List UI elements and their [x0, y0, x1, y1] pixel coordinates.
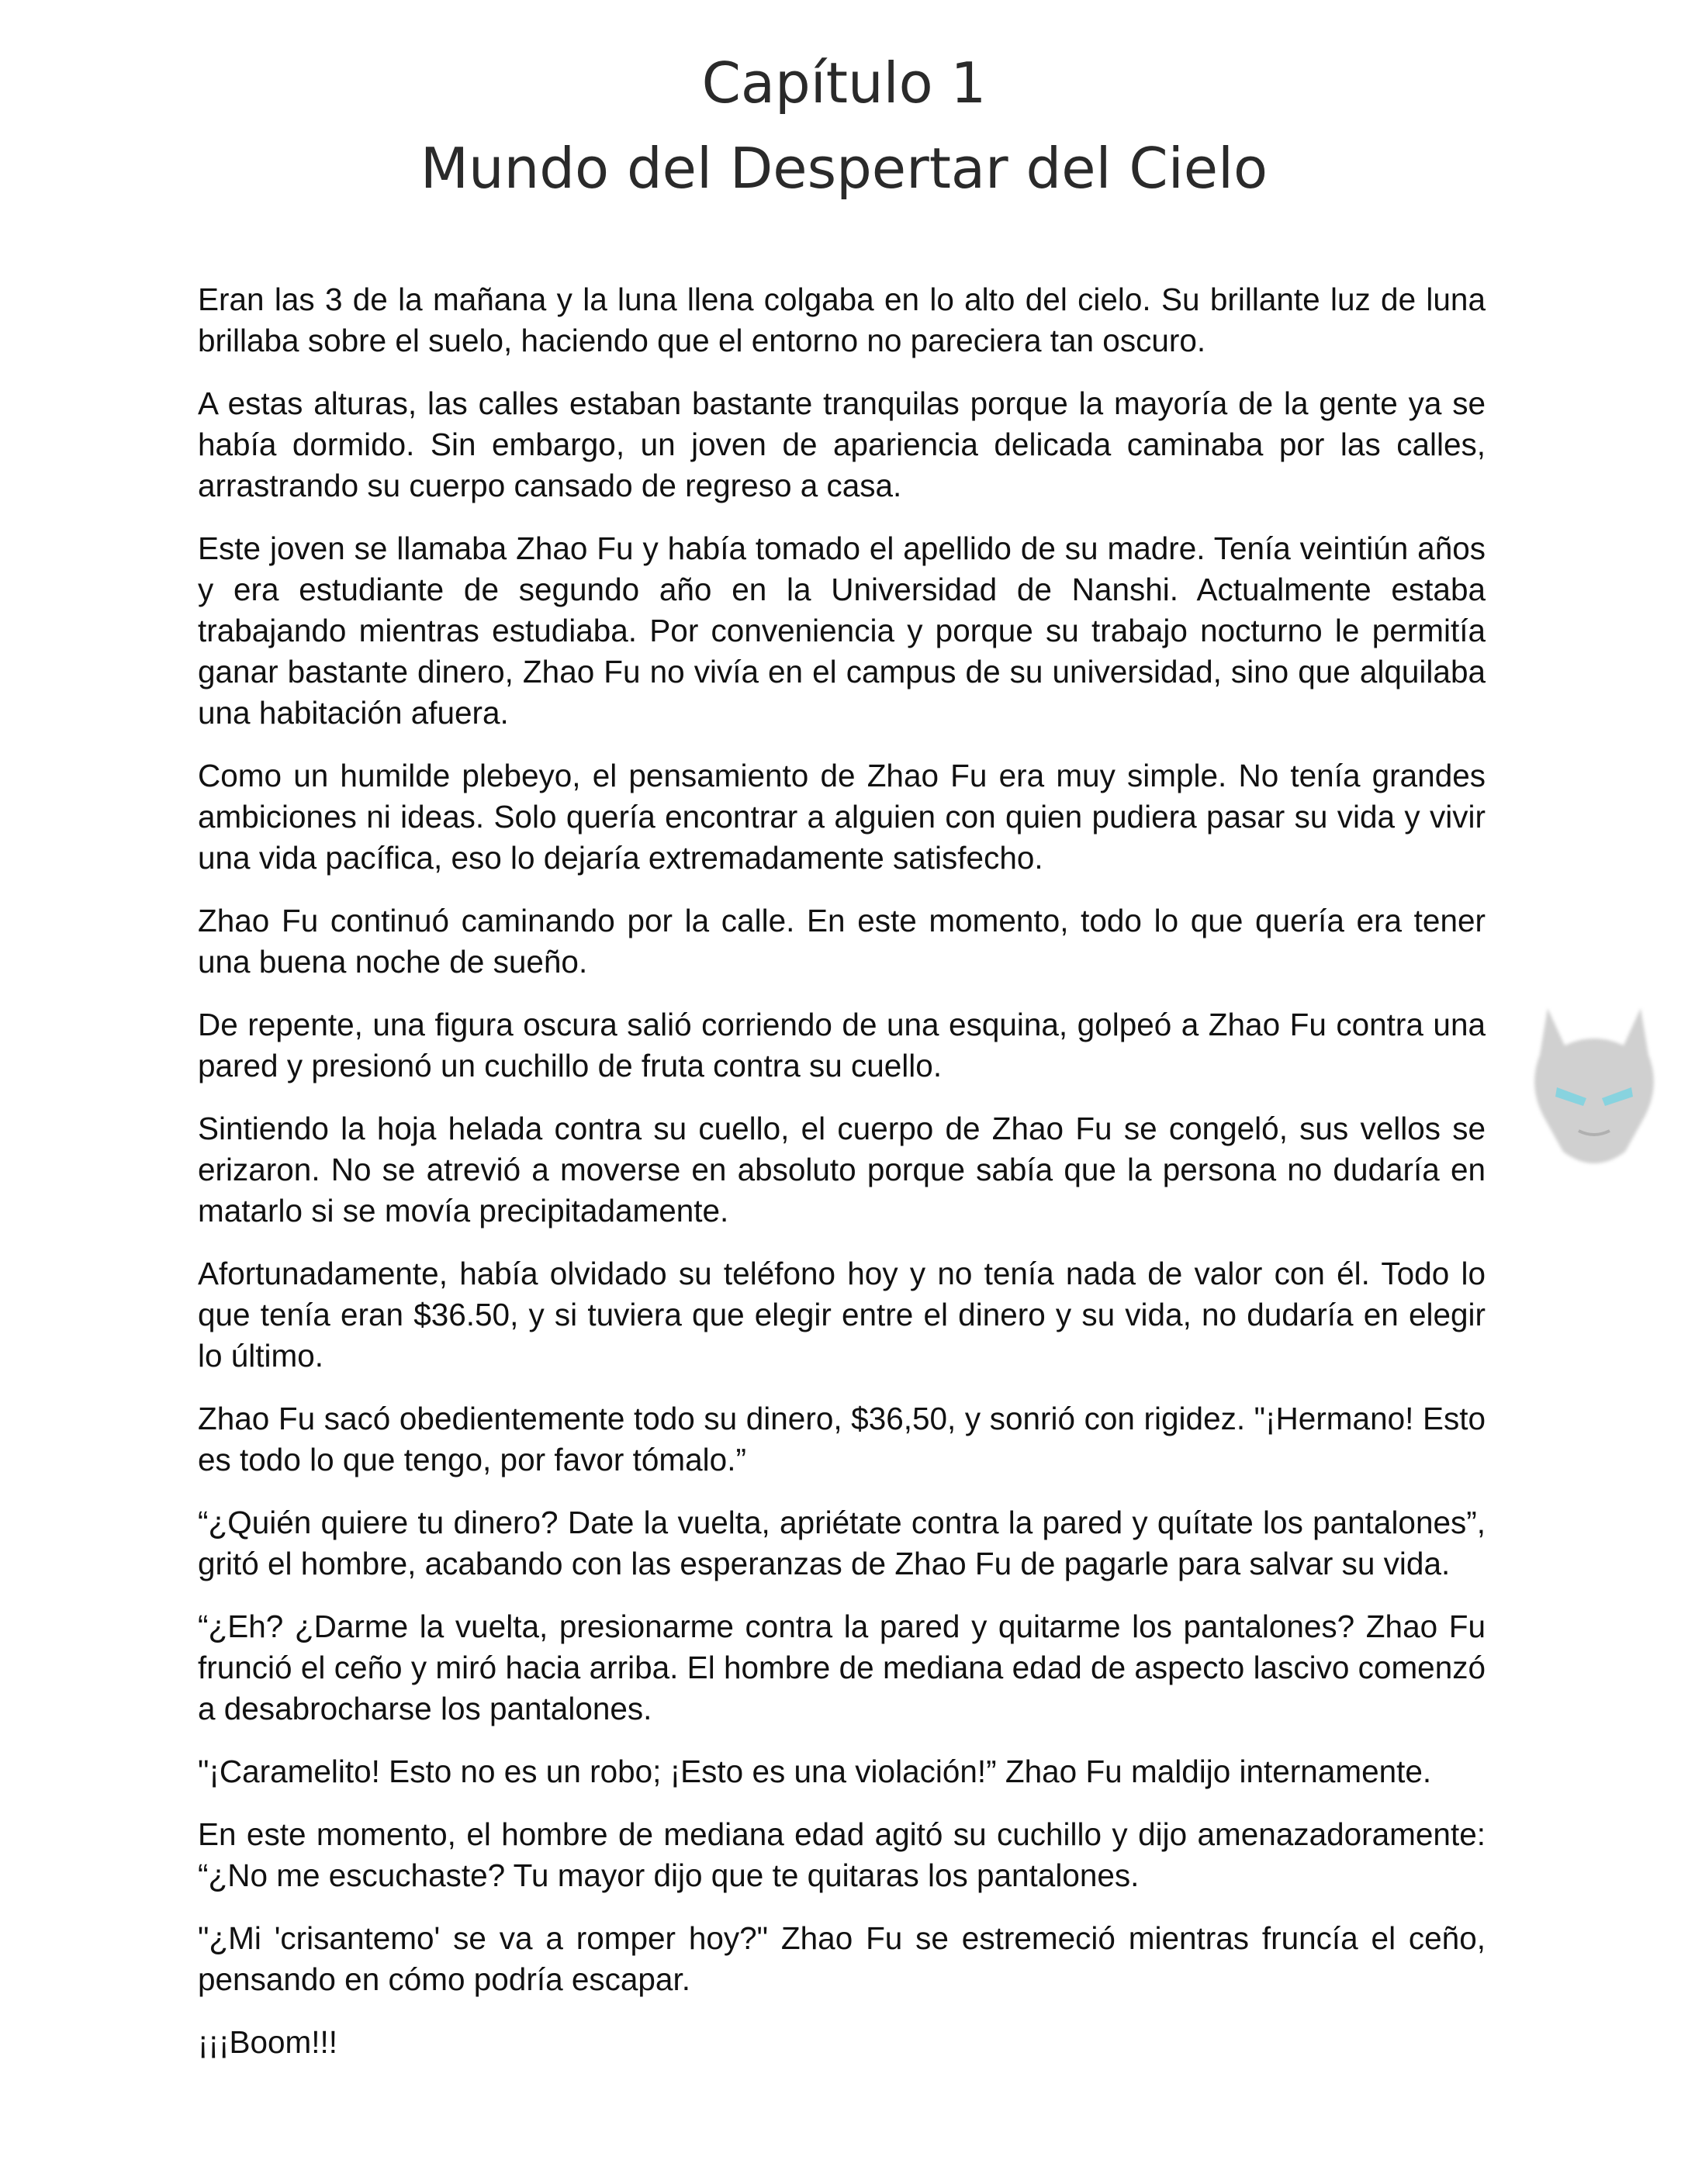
paragraph: Eran las 3 de la mañana y la luna llena colgaba en lo alto del cielo. Su brillante luz de luna brillaba sobre el suelo, haciendo que el entorno no pareciera tan oscuro.	[198, 282, 1486, 358]
paragraph: "¿Mi 'crisantemo' se va a romper hoy?" Zhao Fu se estremeció mientras fruncía el ceño, pensando en cómo podría escapar.	[198, 1920, 1486, 1997]
paragraph: A estas alturas, las calles estaban bastante tranquilas porque la mayoría de la gente ya se había dormido. Sin embargo, un joven de apariencia delicada caminaba por las calles, arrastrando su cuerpo cansado de regreso a casa.	[198, 385, 1486, 503]
chapter-body	[198, 279, 1486, 2085]
paragraph: "¡Caramelito! Esto no es un robo; ¡Esto es una violación!” Zhao Fu maldijo internamente.	[198, 1754, 1432, 1789]
paragraph: Zhao Fu sacó obedientemente todo su dinero, $36,50, y sonrió con rigidez. "¡Hermano! Esto es todo lo que tengo, por favor tómalo.”	[198, 1401, 1486, 1477]
paragraph: Zhao Fu continuó caminando por la calle. En este momento, todo lo que quería era tener una buena noche de sueño.	[198, 903, 1486, 980]
paragraph: Como un humilde plebeyo, el pensamiento de Zhao Fu era muy simple. No tenía grandes ambiciones ni ideas. Solo quería encontrar a alguien con quien pudiera pasar su vida y vivir una vida pacífica, eso lo dejaría extremadamente satisfecho.	[198, 758, 1486, 876]
paragraph: ¡¡¡Boom!!!	[198, 2024, 338, 2060]
paragraph: Sintiendo la hoja helada contra su cuello, el cuerpo de Zhao Fu se congeló, sus vellos se erizaron. No se atrevió a moverse en absoluto porque sabía que la persona no dudaría en matarlo si se movía precipitadamente.	[198, 1111, 1486, 1228]
chapter-title: Mundo del Despertar del Cielo	[420, 136, 1268, 201]
chapter-number: Capítulo 1	[701, 50, 987, 116]
paragraph: En este momento, el hombre de mediana edad agitó su cuchillo y dijo amenazadoramente: “¿No me escuchaste? Tu mayor dijo que te quitaras los pantalones.	[198, 1816, 1486, 1893]
paragraph: “¿Quién quiere tu dinero? Date la vuelta, apriétate contra la pared y quítate los pantalones”, gritó el hombre, acabando con las esperanzas de Zhao Fu de pagarle para salvar su vida.	[198, 1505, 1486, 1581]
paragraph: Afortunadamente, había olvidado su teléfono hoy y no tenía nada de valor con él. Todo lo que tenía eran $36.50, y si tuviera que elegir entre el dinero y su vida, no dudaría en elegir lo último.	[198, 1256, 1486, 1374]
paragraph: Este joven se llamaba Zhao Fu y había tomado el apellido de su madre. Tenía veintiún años y era estudiante de segundo año en la Universidad de Nanshi. Actualmente estaba trabajando mientras estudiaba. Por conveniencia y porque su trabajo nocturno le permitía ganar bastante dinero, Zhao Fu no vivía en el campus de su universidad, sino que alquilaba una habitación afuera.	[198, 530, 1486, 731]
paragraph: De repente, una figura oscura salió corriendo de una esquina, golpeó a Zhao Fu contra una pared y presionó un cuchillo de fruta contra su cuello.	[198, 1007, 1486, 1083]
paragraph: “¿Eh? ¿Darme la vuelta, presionarme contra la pared y quitarme los pantalones? Zhao Fu frunció el ceño y miró hacia arriba. El hombre de mediana edad de aspecto lascivo comenzó a desabrocharse los pantalones.	[198, 1609, 1486, 1726]
demon-head-icon	[1517, 1000, 1672, 1179]
chapter-header	[0, 40, 1688, 211]
